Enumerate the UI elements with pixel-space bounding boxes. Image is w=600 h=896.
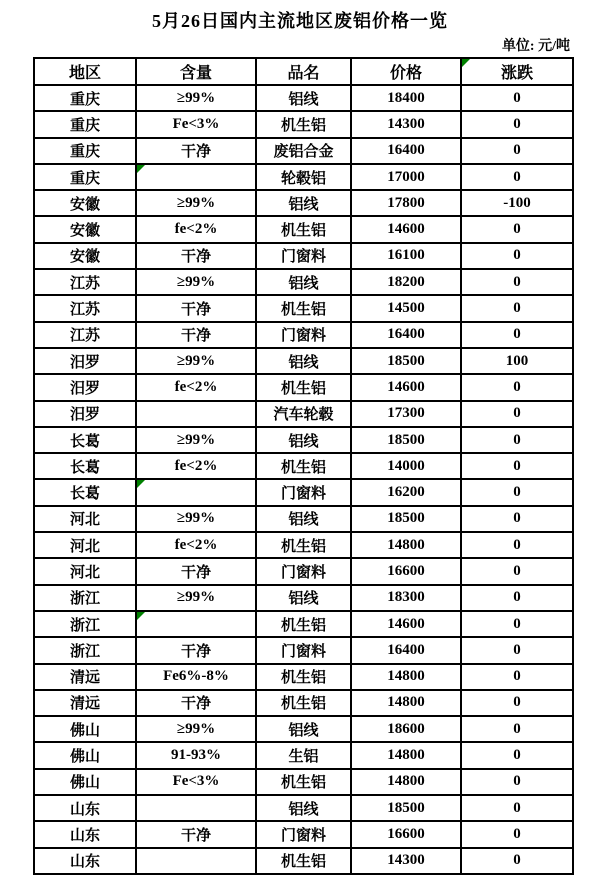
cell-product: 汽车轮毂: [256, 401, 351, 427]
table-row: [34, 374, 573, 400]
cell-price: 18600: [351, 716, 461, 742]
cell-content: [136, 611, 256, 637]
cell-change: 0: [461, 821, 573, 847]
cell-region: 重庆: [34, 85, 136, 111]
cell-change: -100: [461, 190, 573, 216]
cell-product: 门窗料: [256, 558, 351, 584]
page-title: 5月26日国内主流地区废铝价格一览: [152, 11, 448, 31]
cell-change: 0: [461, 374, 573, 400]
cell-change: 0: [461, 795, 573, 821]
table-row: [34, 769, 573, 795]
cell-region: 河北: [34, 532, 136, 558]
cell-change: 0: [461, 637, 573, 663]
cell-change: 0: [461, 558, 573, 584]
cell-region: 长葛: [34, 453, 136, 479]
cell-product: 机生铝: [256, 111, 351, 137]
table-row: [34, 821, 573, 847]
cell-region: 安徽: [34, 243, 136, 269]
excel-flag-icon: [462, 59, 470, 67]
cell-product: 铝线: [256, 427, 351, 453]
column-header-price: 价格: [351, 58, 461, 85]
table-row: [34, 348, 573, 374]
cell-price: 18300: [351, 585, 461, 611]
cell-content: Fe<3%: [136, 111, 256, 137]
table-row: [34, 716, 573, 742]
table-row: [34, 401, 573, 427]
cell-price: 14800: [351, 532, 461, 558]
cell-price: 14500: [351, 295, 461, 321]
cell-region: 河北: [34, 506, 136, 532]
table-row: [34, 243, 573, 269]
table-row: [34, 111, 573, 137]
cell-price: 16600: [351, 558, 461, 584]
cell-region: 安徽: [34, 216, 136, 242]
cell-change: 0: [461, 479, 573, 505]
cell-change: 0: [461, 742, 573, 768]
cell-change: 0: [461, 585, 573, 611]
cell-product: 铝线: [256, 348, 351, 374]
cell-content: ≥99%: [136, 427, 256, 453]
cell-change: 0: [461, 295, 573, 321]
cell-content: fe<2%: [136, 453, 256, 479]
table-row: [34, 427, 573, 453]
cell-price: 14600: [351, 374, 461, 400]
column-header-content: 含量: [136, 58, 256, 85]
cell-change: 0: [461, 611, 573, 637]
cell-change: 0: [461, 506, 573, 532]
cell-region: 长葛: [34, 427, 136, 453]
cell-content: 干净: [136, 138, 256, 164]
cell-region: 重庆: [34, 138, 136, 164]
cell-change: 0: [461, 401, 573, 427]
cell-price: 16200: [351, 479, 461, 505]
table-row: [34, 164, 573, 190]
cell-content: 干净: [136, 243, 256, 269]
cell-content: 干净: [136, 637, 256, 663]
cell-content: [136, 401, 256, 427]
cell-product: 机生铝: [256, 769, 351, 795]
cell-change: 0: [461, 664, 573, 690]
table-row: [34, 138, 573, 164]
cell-product: 门窗料: [256, 243, 351, 269]
cell-product: 门窗料: [256, 479, 351, 505]
table-row: [34, 848, 573, 874]
column-header-change: 涨跌: [461, 58, 573, 85]
table-row: [34, 85, 573, 111]
cell-price: 14600: [351, 611, 461, 637]
cell-price: 14800: [351, 664, 461, 690]
cell-price: 18500: [351, 427, 461, 453]
table-row: [34, 795, 573, 821]
cell-price: 16400: [351, 138, 461, 164]
unit-label: 单位: 元/吨: [501, 39, 570, 54]
cell-price: 16400: [351, 322, 461, 348]
cell-change: 0: [461, 164, 573, 190]
cell-price: 18500: [351, 348, 461, 374]
cell-price: 16100: [351, 243, 461, 269]
cell-content: ≥99%: [136, 269, 256, 295]
cell-price: 14600: [351, 216, 461, 242]
cell-product: 门窗料: [256, 322, 351, 348]
cell-product: 铝线: [256, 506, 351, 532]
cell-region: 河北: [34, 558, 136, 584]
cell-price: 18200: [351, 269, 461, 295]
cell-product: 机生铝: [256, 848, 351, 874]
cell-region: 山东: [34, 795, 136, 821]
table-row: [34, 585, 573, 611]
table-row: [34, 742, 573, 768]
table-row: [34, 453, 573, 479]
cell-change: 0: [461, 243, 573, 269]
cell-region: 江苏: [34, 322, 136, 348]
cell-price: 16400: [351, 637, 461, 663]
cell-product: 废铝合金: [256, 138, 351, 164]
cell-region: 佛山: [34, 716, 136, 742]
table-row: [34, 295, 573, 321]
cell-region: 清远: [34, 664, 136, 690]
cell-price: 14800: [351, 742, 461, 768]
table-row: [34, 558, 573, 584]
cell-content: [136, 479, 256, 505]
table-row: [34, 190, 573, 216]
cell-region: 佛山: [34, 769, 136, 795]
cell-content: [136, 795, 256, 821]
cell-price: 17800: [351, 190, 461, 216]
cell-price: 14000: [351, 453, 461, 479]
cell-price: 14800: [351, 769, 461, 795]
table-row: [34, 664, 573, 690]
cell-content: ≥99%: [136, 716, 256, 742]
cell-change: 0: [461, 690, 573, 716]
cell-price: 14300: [351, 848, 461, 874]
cell-product: 机生铝: [256, 295, 351, 321]
cell-product: 门窗料: [256, 637, 351, 663]
cell-content: [136, 164, 256, 190]
header-row: [34, 58, 573, 85]
cell-product: 铝线: [256, 795, 351, 821]
cell-product: 铝线: [256, 190, 351, 216]
cell-region: 清远: [34, 690, 136, 716]
cell-product: 机生铝: [256, 216, 351, 242]
excel-flag-icon: [137, 480, 145, 488]
cell-change: 0: [461, 216, 573, 242]
cell-content: Fe6%-8%: [136, 664, 256, 690]
cell-content: fe<2%: [136, 216, 256, 242]
cell-content: ≥99%: [136, 585, 256, 611]
cell-product: 机生铝: [256, 664, 351, 690]
cell-region: 浙江: [34, 637, 136, 663]
table-row: [34, 637, 573, 663]
cell-change: 0: [461, 111, 573, 137]
cell-product: 机生铝: [256, 690, 351, 716]
cell-content: 干净: [136, 322, 256, 348]
cell-region: 江苏: [34, 269, 136, 295]
cell-region: 山东: [34, 821, 136, 847]
cell-price: 17300: [351, 401, 461, 427]
cell-content: ≥99%: [136, 190, 256, 216]
cell-price: 14300: [351, 111, 461, 137]
cell-region: 汨罗: [34, 374, 136, 400]
cell-content: 干净: [136, 295, 256, 321]
cell-price: 17000: [351, 164, 461, 190]
cell-content: 91-93%: [136, 742, 256, 768]
cell-change: 0: [461, 269, 573, 295]
cell-price: 18500: [351, 506, 461, 532]
cell-price: 14800: [351, 690, 461, 716]
excel-flag-icon: [137, 165, 145, 173]
cell-region: 重庆: [34, 111, 136, 137]
table-row: [34, 216, 573, 242]
cell-content: [136, 848, 256, 874]
cell-region: 浙江: [34, 585, 136, 611]
cell-region: 江苏: [34, 295, 136, 321]
cell-product: 轮毂铝: [256, 164, 351, 190]
cell-change: 0: [461, 532, 573, 558]
table-row: [34, 611, 573, 637]
cell-content: ≥99%: [136, 85, 256, 111]
cell-region: 佛山: [34, 742, 136, 768]
cell-product: 机生铝: [256, 532, 351, 558]
cell-change: 100: [461, 348, 573, 374]
cell-region: 汨罗: [34, 401, 136, 427]
cell-content: fe<2%: [136, 532, 256, 558]
cell-content: 干净: [136, 821, 256, 847]
cell-change: 0: [461, 453, 573, 479]
cell-content: ≥99%: [136, 506, 256, 532]
cell-price: 18400: [351, 85, 461, 111]
cell-product: 门窗料: [256, 821, 351, 847]
cell-change: 0: [461, 716, 573, 742]
column-header-region: 地区: [34, 58, 136, 85]
cell-price: 16600: [351, 821, 461, 847]
cell-product: 机生铝: [256, 453, 351, 479]
table-row: [34, 269, 573, 295]
cell-content: 干净: [136, 690, 256, 716]
cell-region: 重庆: [34, 164, 136, 190]
cell-product: 铝线: [256, 269, 351, 295]
cell-region: 长葛: [34, 479, 136, 505]
cell-region: 浙江: [34, 611, 136, 637]
price-table: [33, 57, 574, 875]
cell-product: 机生铝: [256, 611, 351, 637]
table-row: [34, 690, 573, 716]
cell-content: Fe<3%: [136, 769, 256, 795]
column-header-product: 品名: [256, 58, 351, 85]
cell-change: 0: [461, 769, 573, 795]
cell-change: 0: [461, 322, 573, 348]
cell-change: 0: [461, 138, 573, 164]
cell-content: ≥99%: [136, 348, 256, 374]
table-row: [34, 506, 573, 532]
cell-region: 汨罗: [34, 348, 136, 374]
cell-region: 山东: [34, 848, 136, 874]
cell-content: fe<2%: [136, 374, 256, 400]
table-row: [34, 532, 573, 558]
excel-flag-icon: [137, 612, 145, 620]
cell-content: 干净: [136, 558, 256, 584]
cell-product: 生铝: [256, 742, 351, 768]
cell-change: 0: [461, 848, 573, 874]
cell-change: 0: [461, 85, 573, 111]
cell-product: 铝线: [256, 585, 351, 611]
table-row: [34, 322, 573, 348]
cell-product: 铝线: [256, 85, 351, 111]
cell-product: 铝线: [256, 716, 351, 742]
table-row: [34, 479, 573, 505]
cell-product: 机生铝: [256, 374, 351, 400]
cell-region: 安徽: [34, 190, 136, 216]
cell-change: 0: [461, 427, 573, 453]
cell-price: 18500: [351, 795, 461, 821]
